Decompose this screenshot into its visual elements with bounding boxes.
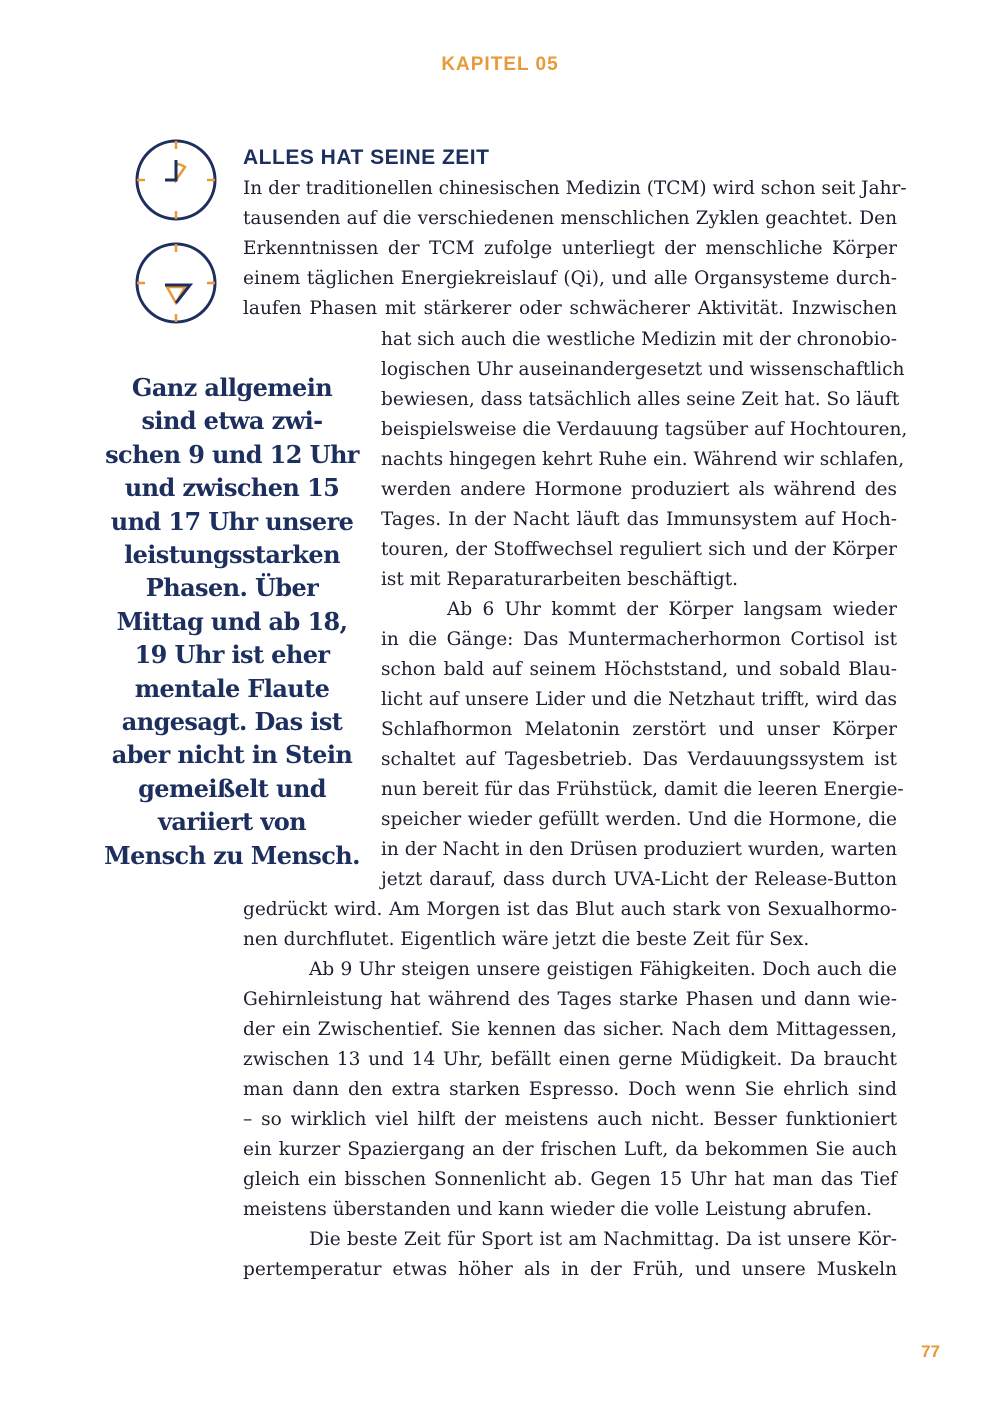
text-line: Gehirnleistung hat während des Tages starke Phasen und dann wie- bbox=[243, 989, 897, 1010]
text-line: schaltet auf Tagesbetrieb. Das Verdauungssystem ist bbox=[381, 749, 897, 770]
pull-quote-line: Phasen. Über bbox=[145, 573, 319, 603]
text-line: in die Gänge: Das Muntermacherhormon Cortisol ist bbox=[381, 629, 897, 650]
text-line: ist mit Reparaturarbeiten beschäftigt. bbox=[381, 569, 739, 590]
pull-quote-line: aber nicht in Stein bbox=[111, 740, 353, 770]
pull-quote-line: mentale Flaute bbox=[134, 673, 330, 703]
chapter-label: KAPITEL 05 bbox=[441, 54, 559, 75]
text-line: gedrückt wird. Am Morgen ist das Blut auch stark von Sexualhormo- bbox=[243, 899, 897, 920]
pull-quote-line: und zwischen 15 bbox=[124, 473, 340, 503]
text-line: tausenden auf die verschiedenen menschlichen Zyklen geachtet. Den bbox=[243, 208, 897, 229]
pull-quote-line: sind etwa zwi- bbox=[141, 406, 323, 436]
text-line: In der traditionellen chinesischen Medizin (TCM) wird schon seit Jahr- bbox=[243, 178, 907, 199]
text-line: zwischen 13 und 14 Uhr, befällt einen gerne Müdigkeit. Da braucht bbox=[243, 1049, 897, 1070]
text-line: schon bald auf seinem Höchststand, und sobald Blau- bbox=[381, 659, 897, 680]
text-line: jetzt darauf, dass durch UVA-Licht der Release-Button bbox=[381, 869, 897, 890]
text-line: man dann den extra starken Espresso. Doch wenn Sie ehrlich sind bbox=[243, 1079, 897, 1100]
text-line: in der Nacht in den Drüsen produziert wurden, warten bbox=[381, 839, 897, 860]
pull-quote-line: leistungsstarken bbox=[124, 540, 340, 570]
text-line: pertemperatur etwas höher als in der Früh, und unsere Muskeln bbox=[243, 1259, 897, 1280]
text-line: einem täglichen Energiekreislauf (Qi), und alle Organsysteme durch- bbox=[243, 268, 897, 289]
pull-quote-line: Mittag und ab 18, bbox=[116, 606, 348, 636]
text-line: Erkenntnissen der TCM zufolge unterliegt der menschliche Körper bbox=[243, 238, 897, 259]
body-paragraph-intro bbox=[243, 174, 907, 324]
text-line: Schlafhormon Melatonin zerstört und unser Körper bbox=[381, 719, 897, 740]
text-line: – so wirklich viel hilft der meistens auch nicht. Besser funktioniert bbox=[243, 1109, 897, 1130]
text-line: logischen Uhr auseinandergesetzt und wissenschaftlich bbox=[381, 359, 905, 380]
text-line: werden andere Hormone produziert als während des bbox=[381, 479, 897, 500]
section-heading: ALLES HAT SEINE ZEIT bbox=[243, 146, 490, 169]
pull-quote bbox=[100, 371, 364, 872]
pull-quote-line: gemeißelt und bbox=[138, 773, 326, 803]
text-line: nun bereit für das Frühstück, damit die leeren Energie- bbox=[381, 779, 904, 800]
pull-quote-line: Mensch zu Mensch. bbox=[104, 840, 360, 870]
clock-triangle-icon bbox=[134, 241, 218, 325]
text-line: licht auf unsere Lider und die Netzhaut trifft, wird das bbox=[381, 689, 897, 710]
pull-quote-line: schen 9 und 12 Uhr bbox=[105, 439, 359, 469]
pull-quote-line: und 17 Uhr unsere bbox=[110, 506, 354, 536]
text-line: beispielsweise die Verdauung tagsüber auf Hochtouren, bbox=[381, 419, 908, 440]
text-line: Die beste Zeit für Sport ist am Nachmittag. Da ist unsere Kör- bbox=[309, 1229, 897, 1250]
text-line: ein kurzer Spaziergang an der frischen Luft, da bekommen Sie auch bbox=[243, 1139, 897, 1160]
clock-quarter-icon bbox=[134, 138, 218, 222]
text-line: Ab 6 Uhr kommt der Körper langsam wieder bbox=[447, 599, 897, 620]
text-line: Ab 9 Uhr steigen unsere geistigen Fähigkeiten. Doch auch die bbox=[309, 959, 897, 980]
text-line: Tages. In der Nacht läuft das Immunsystem auf Hoch- bbox=[381, 509, 897, 530]
text-line: nen durchflutet. Eigentlich wäre jetzt die beste Zeit für Sex. bbox=[243, 929, 810, 950]
body-column-narrow bbox=[381, 325, 908, 895]
text-line: bewiesen, dass tatsächlich alles seine Zeit hat. So läuft bbox=[381, 389, 900, 410]
text-line: laufen Phasen mit stärkerer oder schwächerer Aktivität. Inzwischen bbox=[243, 298, 897, 319]
text-line: hat sich auch die westliche Medizin mit der chronobio- bbox=[381, 329, 898, 350]
text-line: touren, der Stoffwechsel reguliert sich und der Körper bbox=[381, 539, 897, 560]
text-line: nachts hingegen kehrt Ruhe ein. Während wir schlafen, bbox=[381, 449, 905, 470]
text-line: speicher wieder gefüllt werden. Und die Hormone, die bbox=[381, 809, 897, 830]
text-line: der ein Zwischentief. Sie kennen das sicher. Nach dem Mittagessen, bbox=[243, 1019, 897, 1040]
pull-quote-line: Ganz allgemein bbox=[131, 373, 333, 402]
text-line: gleich ein bisschen Sonnenlicht ab. Gegen 15 Uhr hat man das Tief bbox=[243, 1169, 897, 1190]
pull-quote-line: angesagt. Das ist bbox=[121, 707, 343, 737]
body-column-wide bbox=[243, 895, 897, 1285]
text-line: meistens überstanden und kann wieder die volle Leistung abrufen. bbox=[243, 1199, 872, 1220]
pull-quote-line: 19 Uhr ist eher bbox=[134, 640, 330, 670]
pull-quote-line: variiert von bbox=[158, 807, 306, 837]
page-number: 77 bbox=[921, 1342, 940, 1361]
